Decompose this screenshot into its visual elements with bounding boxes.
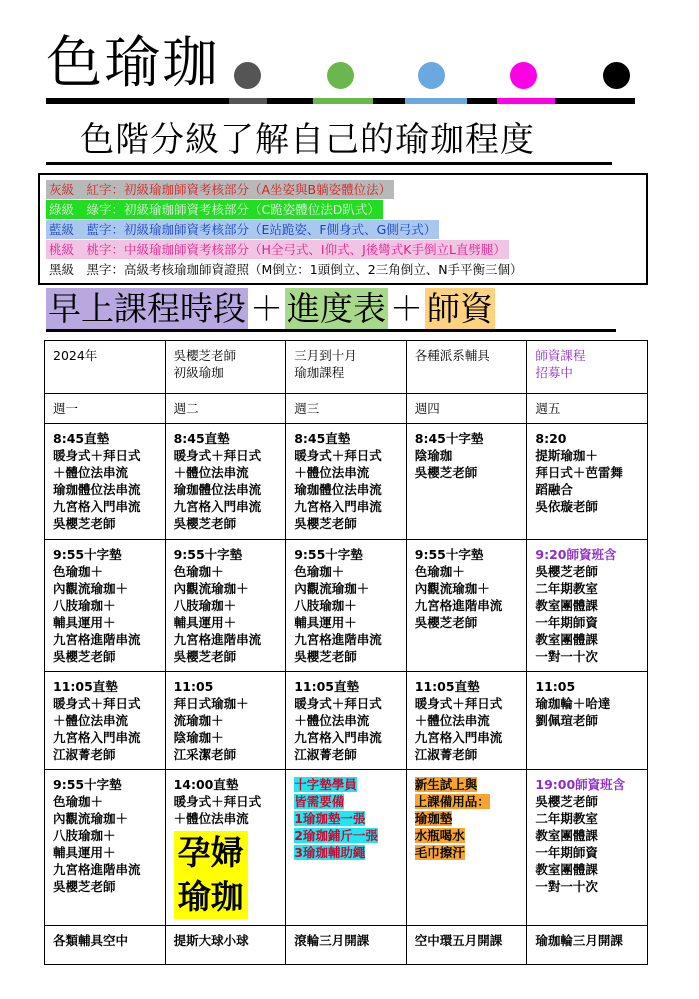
class-time: 9:20師資班含 <box>535 547 617 562</box>
class-line: 江采潔老師 <box>173 747 237 762</box>
class-line: ＋體位法串流 <box>53 713 129 728</box>
legend-blue: 藍級 藍字：初級瑜珈師資考核部分（E站跪姿、F側身式、G側弓式） <box>46 220 439 239</box>
day-cell: 週一 <box>45 394 166 424</box>
class-line: 吳依璇老師 <box>535 499 598 514</box>
section-part-schedule: 早上課程時段 <box>48 289 246 328</box>
class-line: 江淑菁老師 <box>53 747 116 762</box>
class-time: 9:55十字墊 <box>53 547 122 562</box>
class-line: 教室團體課 <box>535 632 598 647</box>
class-line: 二年期教室 <box>535 811 598 826</box>
class-line: 色瑜珈＋ <box>53 564 104 579</box>
legend-green: 綠級 綠字：初級瑜珈師資考核部分（C跪姿體位法D趴式） <box>46 200 383 219</box>
table-footer-row <box>45 926 648 965</box>
header-line: 吳櫻芝老師 <box>173 348 237 363</box>
table-header-row <box>45 341 648 394</box>
class-line: 一對一十次 <box>535 649 598 664</box>
footer-cell: 提斯大球小球 <box>165 926 286 965</box>
class-cell <box>406 672 527 770</box>
class-cell <box>165 672 286 770</box>
class-line: 輔具運用＋ <box>294 615 357 630</box>
header-line: 瑜珈課程 <box>294 365 345 380</box>
class-time: 9:55十字墊 <box>53 777 122 792</box>
class-line: 教室團體課 <box>535 862 598 877</box>
class-time: 14:00直墊 <box>173 777 239 792</box>
class-line: 拜日式＋芭雷舞 <box>535 465 623 480</box>
class-line: 內觀流瑜珈＋ <box>294 581 370 596</box>
header-line: 師資課程 <box>535 348 586 363</box>
class-line: 3瑜珈輔助繩 <box>294 845 366 860</box>
level-legend <box>38 173 648 285</box>
class-line: 吳櫻芝老師 <box>535 564 598 579</box>
class-line: 一年期師資 <box>535 845 598 860</box>
class-line: 瑜珈體位法串流 <box>294 482 382 497</box>
class-line: 九宮格進階串流 <box>173 632 262 647</box>
class-line: 九宮格入門串流 <box>173 499 262 514</box>
section-plus-1: ＋ <box>250 289 283 328</box>
class-line: ＋體位法串流 <box>173 465 249 480</box>
class-time: 8:45直墊 <box>294 431 351 446</box>
footer-cell: 瑜珈輪三月開課 <box>527 926 648 965</box>
class-cell <box>45 770 166 926</box>
class-line: 水瓶喝水 <box>414 828 465 843</box>
class-line: 吳櫻芝老師 <box>294 516 357 531</box>
class-line: 教室團體課 <box>535 598 598 613</box>
class-line: 吳櫻芝老師 <box>53 879 116 894</box>
title-underline-gray <box>229 98 267 104</box>
class-line: 八肢瑜珈＋ <box>173 598 237 613</box>
class-line: 八肢瑜珈＋ <box>53 828 116 843</box>
title-underline-black <box>46 98 229 104</box>
class-line: 八肢瑜珈＋ <box>294 598 357 613</box>
footer-cell: 滾輪三月開課 <box>286 926 407 965</box>
legend-black: 黑級 黑字：高級考核瑜珈師資證照（M倒立：1頭倒立、2三角倒立、N手平衡三個） <box>46 260 526 279</box>
header-line: 初級瑜珈 <box>173 365 224 380</box>
header-cell <box>527 341 648 394</box>
class-line: 九宮格入門串流 <box>53 499 141 514</box>
color-dot-black <box>603 62 630 89</box>
class-line: 新生試上與 <box>414 777 478 792</box>
class-cell <box>406 540 527 672</box>
class-time: 11:05直墊 <box>414 679 480 694</box>
day-cell: 週五 <box>527 394 648 424</box>
class-line: 一對一十次 <box>535 879 598 894</box>
class-line: 九宮格入門串流 <box>294 730 382 745</box>
color-dot-pink <box>510 62 537 89</box>
class-time: 9:55十字墊 <box>294 547 363 562</box>
class-line: 江淑菁老師 <box>414 747 478 762</box>
class-line: ＋體位法串流 <box>294 465 370 480</box>
header-cell <box>45 341 166 394</box>
title-underline-black3 <box>373 98 405 104</box>
class-cell <box>165 424 286 540</box>
class-line: 內觀流瑜珈＋ <box>414 581 490 596</box>
color-dot-green <box>327 62 354 89</box>
class-cell <box>527 540 648 672</box>
class-time: 8:45十字墊 <box>414 431 484 446</box>
class-line: 色瑜珈＋ <box>173 564 224 579</box>
title-underline-black2 <box>267 98 313 104</box>
table-row <box>45 770 648 926</box>
class-line: 暖身式＋拜日式 <box>53 448 141 463</box>
title-underline-green <box>313 98 373 104</box>
title-underline-pink <box>497 98 555 104</box>
class-cell <box>527 672 648 770</box>
header-line: 2024年 <box>53 348 98 363</box>
class-time: 8:45直墊 <box>53 431 110 446</box>
class-cell <box>165 540 286 672</box>
class-cell <box>406 424 527 540</box>
class-line: 皆需要備 <box>294 794 345 809</box>
class-line: 暖身式＋拜日式 <box>173 794 262 809</box>
legend-peach: 桃級 桃字：中級瑜珈師資考核部分（H全弓式、I仰式、J後彎式K手倒立L直劈腿） <box>46 240 509 259</box>
class-line: 九宮格進階串流 <box>53 862 141 877</box>
class-line: 陰瑜珈＋ <box>173 730 224 745</box>
class-line: 內觀流瑜珈＋ <box>173 581 249 596</box>
color-dot-blue <box>418 62 445 89</box>
class-line: ＋體位法串流 <box>53 465 129 480</box>
class-line: 瑜珈輪＋哈達 <box>535 696 611 711</box>
class-line: 輔具運用＋ <box>173 615 237 630</box>
class-line: 二年期教室 <box>535 581 598 596</box>
header-cell <box>165 341 286 394</box>
notice-cell <box>406 770 527 926</box>
footer-cell: 各類輔具空中 <box>45 926 166 965</box>
class-line: 暖身式＋拜日式 <box>414 696 503 711</box>
class-line: 九宮格進階串流 <box>53 632 141 647</box>
class-time: 11:05 <box>173 679 214 694</box>
class-time: 9:55十字墊 <box>173 547 243 562</box>
class-line: 色瑜珈＋ <box>414 564 465 579</box>
class-line: 九宮格入門串流 <box>294 499 382 514</box>
class-line: 江淑菁老師 <box>294 747 357 762</box>
class-time: 19:00師資班含 <box>535 777 626 792</box>
header-line: 三月到十月 <box>294 348 357 363</box>
pregnancy-yoga-line: 孕婦 <box>177 833 244 872</box>
class-line: 九宮格入門串流 <box>414 730 503 745</box>
class-time: 9:55十字墊 <box>414 547 484 562</box>
class-line: 毛巾擦汗 <box>414 845 465 860</box>
class-line: 九宮格進階串流 <box>294 632 382 647</box>
class-line: 吳櫻芝老師 <box>173 649 237 664</box>
class-line: 色瑜珈＋ <box>294 564 345 579</box>
title-underline-black5 <box>555 98 635 104</box>
class-line: 九宮格進階串流 <box>414 598 503 613</box>
class-line: 流瑜珈＋ <box>173 713 224 728</box>
class-line: 蹈融合 <box>535 482 573 497</box>
class-line: 吳櫻芝老師 <box>53 516 116 531</box>
schedule-table <box>44 340 648 965</box>
class-line: 2瑜珈鋪斤一張 <box>294 828 378 843</box>
table-days-row <box>45 394 648 424</box>
section-part-progress: 進度表 <box>287 289 386 328</box>
class-line: 瑜珈體位法串流 <box>173 482 262 497</box>
class-line: 九宮格入門串流 <box>53 730 141 745</box>
header-cell <box>406 341 527 394</box>
class-cell <box>45 540 166 672</box>
day-cell: 週三 <box>286 394 407 424</box>
class-line: 拜日式瑜珈＋ <box>173 696 249 711</box>
class-line: ＋體位法串流 <box>414 713 490 728</box>
class-line: 十字墊學員 <box>294 777 357 792</box>
class-line: 吳櫻芝老師 <box>535 794 598 809</box>
class-cell <box>45 672 166 770</box>
class-cell <box>165 770 286 926</box>
header-line: 招募中 <box>535 365 573 380</box>
class-cell <box>45 424 166 540</box>
page-title: 色瑜珈 <box>46 31 220 96</box>
class-line: 1瑜珈墊一張 <box>294 811 366 826</box>
section-underline <box>46 329 616 332</box>
class-line: 教室團體課 <box>535 828 598 843</box>
pregnancy-yoga-line: 瑜珈 <box>177 877 244 916</box>
class-line: 暖身式＋拜日式 <box>294 696 382 711</box>
class-line: 上課備用品： <box>414 794 490 809</box>
class-line: 瑜珈體位法串流 <box>53 482 141 497</box>
class-time: 8:45直墊 <box>173 431 230 446</box>
class-line: ＋體位法串流 <box>294 713 370 728</box>
section-part-teachers: 師資 <box>427 289 493 328</box>
class-line: 暖身式＋拜日式 <box>53 696 141 711</box>
pregnancy-yoga-label <box>174 831 248 919</box>
class-line: 吳櫻芝老師 <box>414 465 478 480</box>
color-dot-gray <box>234 62 261 89</box>
class-line: 提斯瑜珈＋ <box>535 448 598 463</box>
day-cell: 週二 <box>165 394 286 424</box>
class-line: 瑜珈墊 <box>414 811 453 826</box>
title-underline-black4 <box>467 98 497 104</box>
title-underline-blue <box>405 98 467 104</box>
class-cell <box>286 540 407 672</box>
subtitle: 色階分級了解自己的瑜珈程度 <box>80 120 535 160</box>
class-time: 11:05 <box>535 679 576 694</box>
class-line: 輔具運用＋ <box>53 845 116 860</box>
class-time: 11:05直墊 <box>294 679 359 694</box>
class-cell <box>286 424 407 540</box>
class-line: 色瑜珈＋ <box>53 794 104 809</box>
class-line: 劉佩瑄老師 <box>535 713 598 728</box>
class-line: 吳櫻芝老師 <box>173 516 237 531</box>
class-line: 內觀流瑜珈＋ <box>53 811 129 826</box>
section-heading <box>46 288 495 330</box>
class-line: 一年期師資 <box>535 615 598 630</box>
class-line: 暖身式＋拜日式 <box>294 448 382 463</box>
class-line: 吳櫻芝老師 <box>294 649 357 664</box>
notice-cell <box>286 770 407 926</box>
class-cell <box>527 424 648 540</box>
class-line: ＋體位法串流 <box>173 811 249 826</box>
legend-gray: 灰級 紅字：初級瑜珈師資考核部分（A坐姿與B躺姿體位法） <box>46 180 394 199</box>
class-line: 輔具運用＋ <box>53 615 116 630</box>
table-row <box>45 424 648 540</box>
class-line: 陰瑜珈 <box>414 448 453 463</box>
class-time: 8:20 <box>535 431 567 446</box>
class-cell <box>286 672 407 770</box>
table-row <box>45 672 648 770</box>
table-row <box>45 540 648 672</box>
class-line: 吳櫻芝老師 <box>53 649 116 664</box>
subtitle-underline <box>46 162 612 165</box>
class-line: 內觀流瑜珈＋ <box>53 581 129 596</box>
class-line: 吳櫻芝老師 <box>414 615 478 630</box>
header-cell <box>286 341 407 394</box>
class-line: 暖身式＋拜日式 <box>173 448 262 463</box>
class-time: 11:05直墊 <box>53 679 118 694</box>
header-line: 各種派系輔具 <box>414 348 490 363</box>
class-cell <box>527 770 648 926</box>
section-plus-2: ＋ <box>390 289 423 328</box>
footer-cell: 空中環五月開課 <box>406 926 527 965</box>
class-line: 八肢瑜珈＋ <box>53 598 116 613</box>
day-cell: 週四 <box>406 394 527 424</box>
